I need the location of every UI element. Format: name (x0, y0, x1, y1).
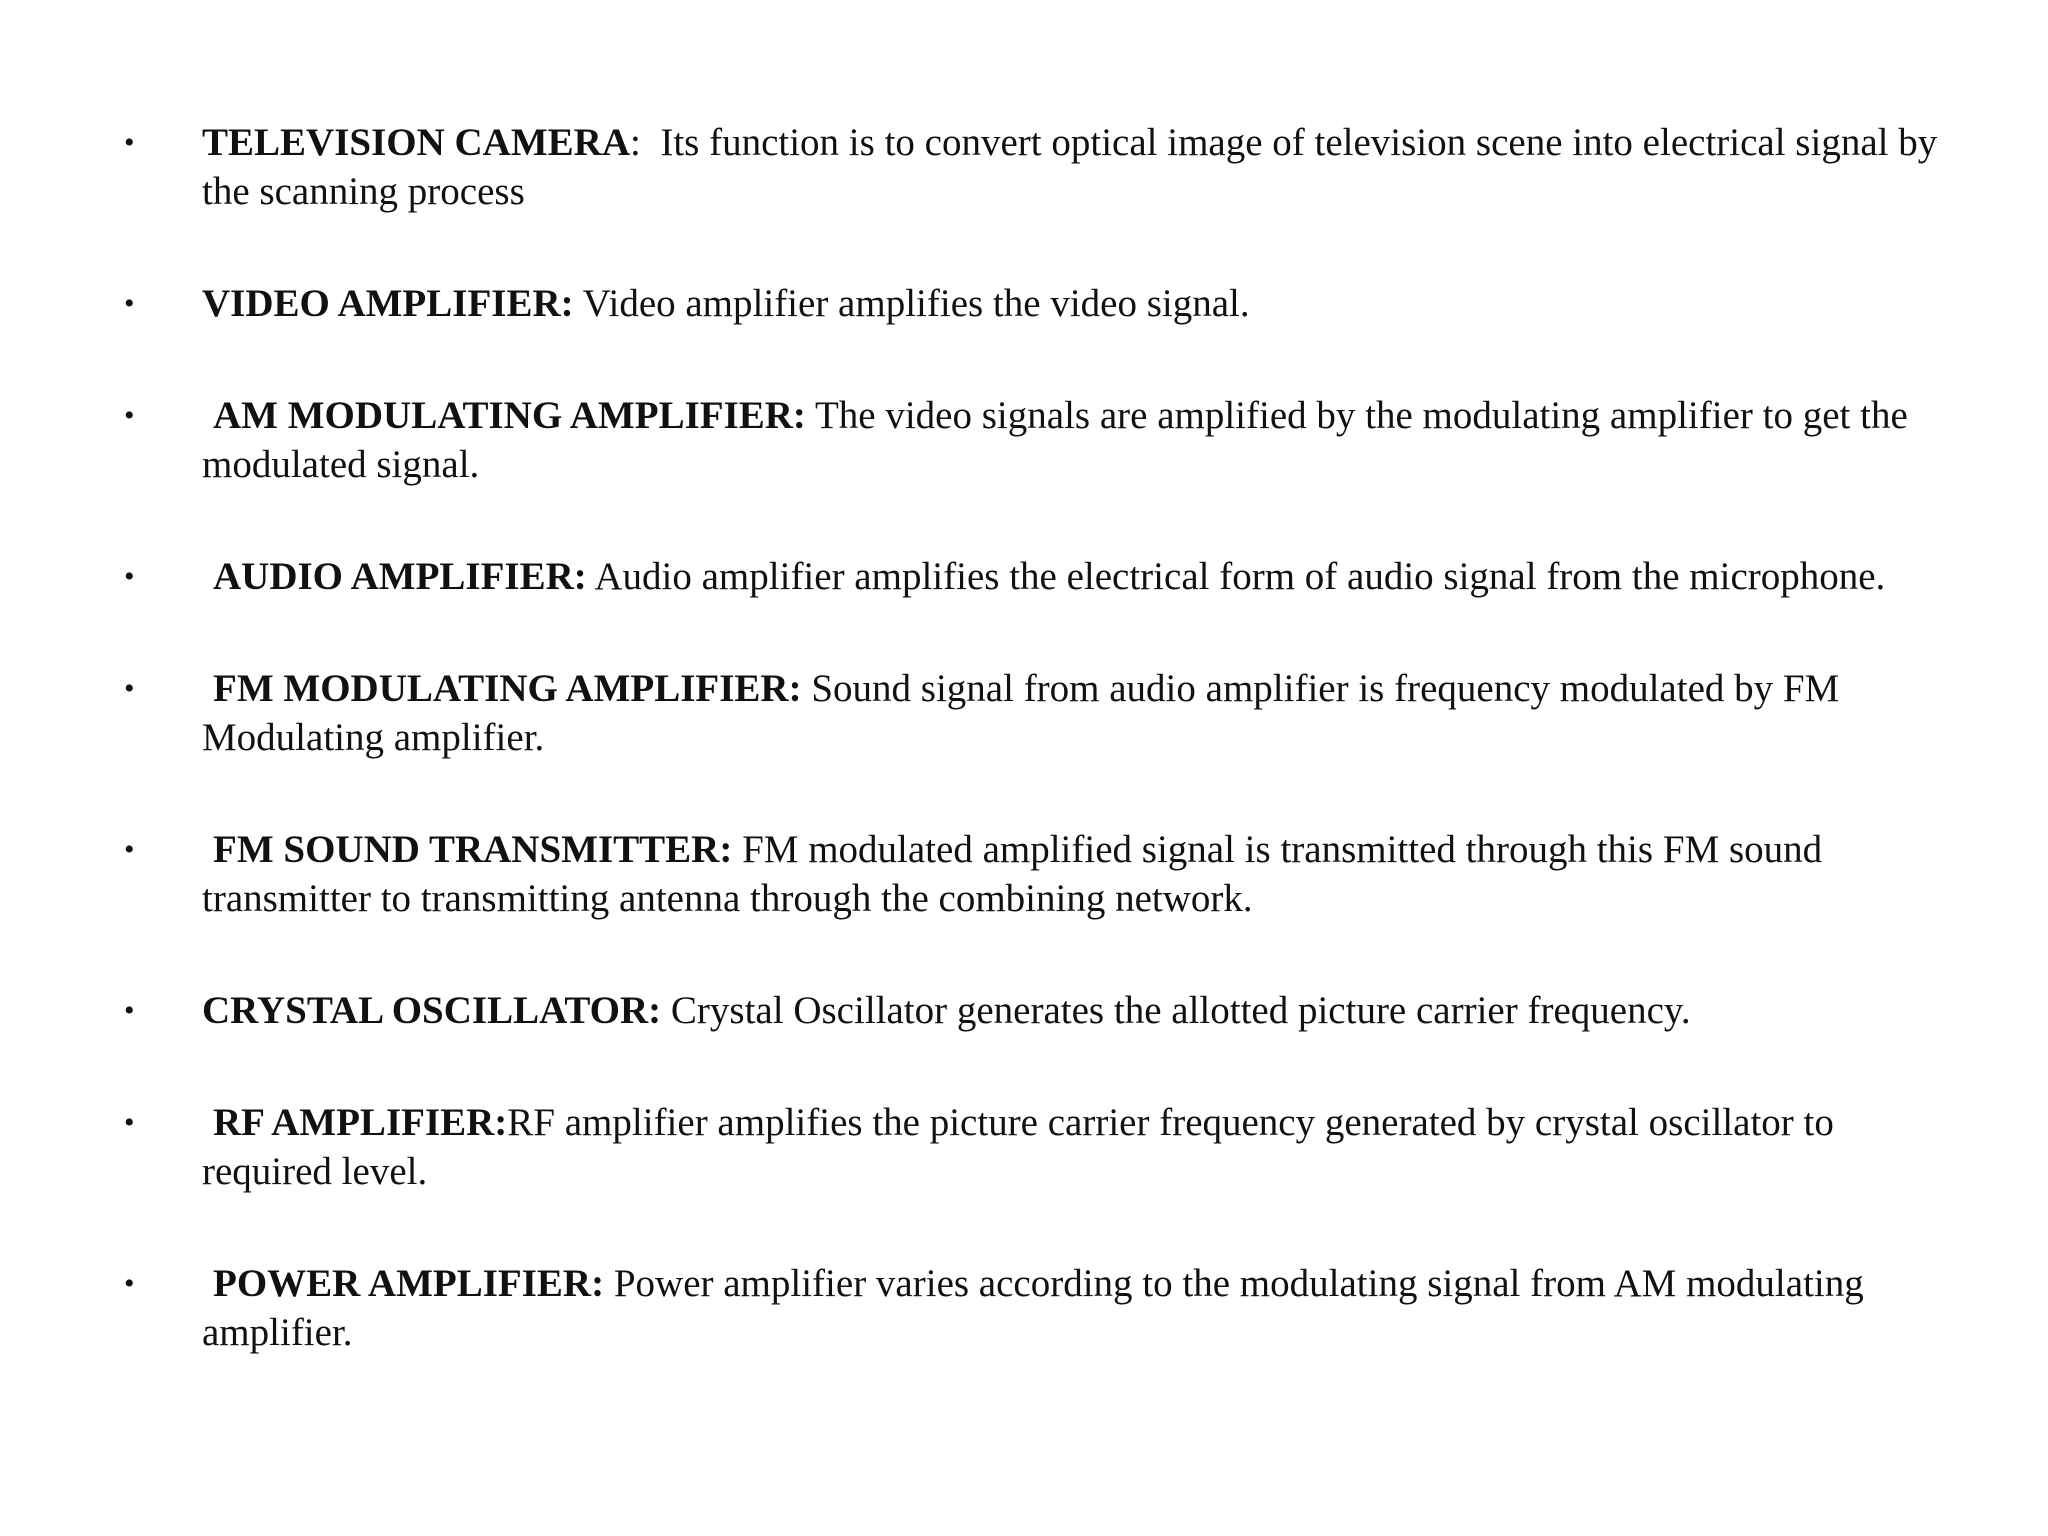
list-item (120, 1098, 1950, 1196)
item-term: POWER AMPLIFIER: (213, 1262, 605, 1305)
item-separator (574, 282, 583, 325)
list-item (120, 664, 1950, 762)
item-term: RF AMPLIFIER: (213, 1101, 508, 1144)
item-description: Sound signal from audio amplifier is frequency modulated by FM Modulating amplifier. (202, 667, 1840, 759)
list-item (120, 986, 1950, 1035)
item-separator (604, 1262, 614, 1305)
list-item (120, 279, 1950, 328)
item-description: Its function is to convert optical image of television scene into electrical signal by the scanning process (202, 121, 1938, 213)
list-item (120, 825, 1950, 923)
item-separator (802, 667, 812, 710)
bullet-list (120, 118, 1950, 1420)
bullet-icon: • (124, 833, 135, 866)
item-description: Video amplifier amplifies the video signal. (582, 282, 1250, 325)
bullet-icon: • (124, 399, 135, 432)
item-term: AM MODULATING AMPLIFIER: (213, 394, 806, 437)
item-term: TELEVISION CAMERA (202, 121, 630, 164)
list-item (120, 1259, 1950, 1357)
item-term: VIDEO AMPLIFIER: (202, 282, 574, 325)
item-description: The video signals are amplified by the modulating amplifier to get the modulated signal. (202, 394, 1908, 486)
bullet-icon: • (124, 126, 135, 159)
item-term: FM MODULATING AMPLIFIER: (213, 667, 802, 710)
item-term: CRYSTAL OSCILLATOR: (202, 989, 662, 1032)
item-description: Power amplifier varies according to the modulating signal from AM modulating amplifier. (202, 1262, 1864, 1354)
bullet-icon: • (124, 672, 135, 705)
bullet-icon: • (124, 287, 135, 320)
item-term: AUDIO AMPLIFIER: (213, 555, 587, 598)
bullet-icon: • (124, 994, 135, 1027)
item-separator (732, 828, 742, 871)
item-separator (661, 989, 671, 1032)
bullet-icon: • (124, 1106, 135, 1139)
item-description: RF amplifier amplifies the picture carrier frequency generated by crystal oscillator to required level. (202, 1101, 1834, 1193)
item-description: Audio amplifier amplifies the electrical form of audio signal from the microphone. (594, 555, 1886, 598)
bullet-icon: • (124, 560, 135, 593)
item-separator (806, 394, 815, 437)
list-item (120, 391, 1950, 489)
item-description: FM modulated amplified signal is transmitted through this FM sound transmitter to transmitting antenna through the combining network. (202, 828, 1823, 920)
list-item (120, 552, 1950, 601)
item-separator: : (630, 121, 661, 164)
list-item (120, 118, 1950, 216)
item-description: Crystal Oscillator generates the allotted picture carrier frequency. (670, 989, 1691, 1032)
bullet-icon: • (124, 1267, 135, 1300)
item-term: FM SOUND TRANSMITTER: (213, 828, 733, 871)
